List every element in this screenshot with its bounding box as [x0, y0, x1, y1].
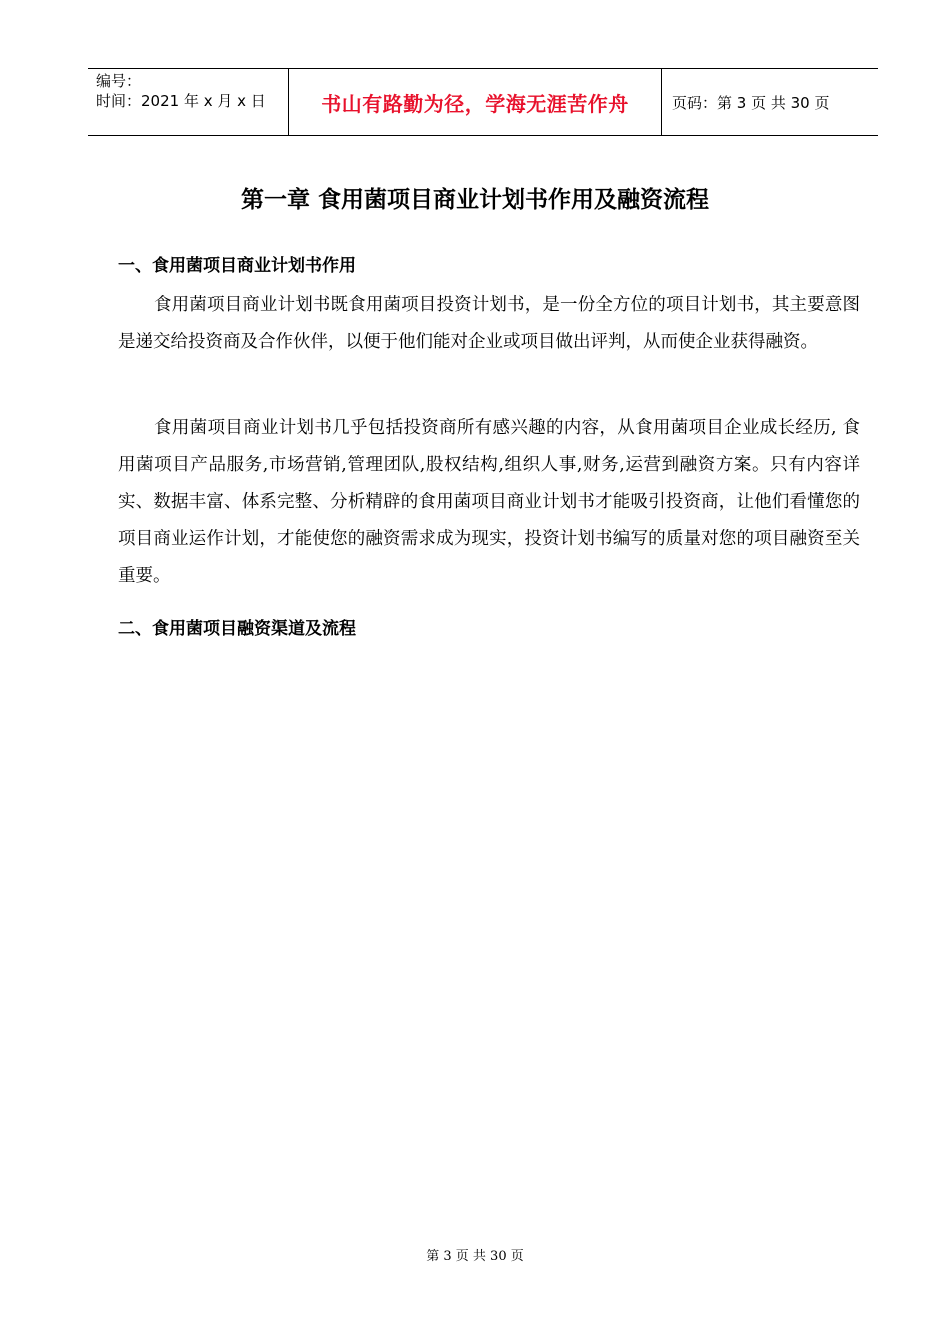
header-page-cell [662, 69, 878, 135]
body-paragraph-1: 食用菌项目商业计划书既食用菌项目投资计划书，是一份全方位的项目计划书，其主要意图是递交给投资商及合作伙伴，以便于他们能对企业或项目做出评判，从而使企业获得融资。 [118, 295, 860, 352]
chapter-title: 第一章 食用菌项目商业计划书作用及融资流程 [240, 187, 709, 213]
header-motto-cell [289, 69, 662, 135]
document-date: 时间：2021 年 x 月 x 日 [96, 92, 266, 110]
body-paragraph-2: 食用菌项目商业计划书几乎包括投资商所有感兴趣的内容，从食用菌项目企业成长经历, 食用菌项目产品服务,市场营销,管理团队,股权结构,组织人事,财务,运营到融资方案。只有内容详实、数据丰富、体系完整、分析精辟的食用菌项目商业计划书才能吸引投资商，让他们看懂您的项目商业运作计划，才能使您的融资需求成为现实，投资计划书编写的质量对您的项目融资至关重要。 [118, 418, 860, 586]
header-meta-cell [88, 69, 289, 135]
header-page-info: 页码：第 3 页 共 30 页 [672, 93, 830, 112]
section-heading-1: 一、食用菌项目商业计划书作用 [118, 256, 356, 276]
document-header [88, 68, 878, 136]
header-motto: 书山有路勤为径，学海无涯苦作舟 [321, 91, 629, 116]
page-footer: 第 3 页 共 30 页 [426, 1249, 524, 1264]
section-heading-2: 二、食用菌项目融资渠道及流程 [118, 619, 356, 639]
document-number-label: 编号： [96, 72, 142, 90]
